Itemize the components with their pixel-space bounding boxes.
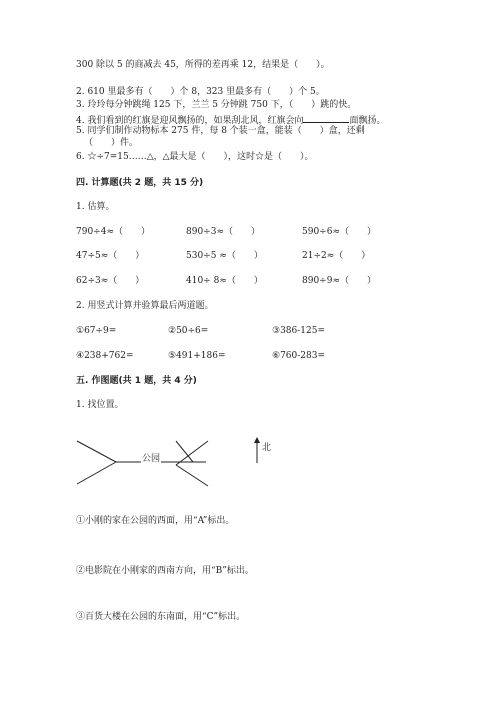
drawing-task: ②电影院在小刚家的西南方向，用“B”标出。	[76, 566, 254, 576]
map-road	[77, 441, 116, 462]
question-top: 300 除以 5 的商减去 45，所得的差再乘 12，结果是（ ）。	[76, 60, 330, 70]
vertical-calc-item: ⑤491+186=	[168, 351, 226, 361]
fill-question-5-cont: （ ）件。	[84, 138, 139, 148]
fill-question-2: 2. 610 里最多有（ ）个 8，323 里最多有（ ）个 5。	[76, 87, 325, 97]
vertical-calc-item: ⑥760-283=	[272, 351, 326, 361]
vertical-calc-prompt: 2. 用竖式计算并验算最后两道题。	[76, 301, 214, 311]
estimate-item: 590÷6≈（ ）	[302, 227, 376, 237]
estimate-item: 410÷ 8≈（ ）	[186, 276, 263, 286]
estimate-item: 530÷5 ≈（ ）	[186, 251, 263, 261]
position-prompt: 1. 找位置。	[76, 400, 124, 410]
drawing-task: ①小刚的家在公园的西面，用“A”标出。	[76, 516, 235, 526]
estimate-prompt: 1. 估算。	[76, 202, 115, 212]
north-arrow-head	[254, 437, 260, 443]
fill-question-3: 3. 玲玲每分钟跳绳 125 下，兰兰 5 分钟跳 750 下，（ ）跳的快。	[76, 100, 357, 110]
map-label-park: 公园	[142, 454, 161, 464]
estimate-item: 790÷4≈（ ）	[76, 227, 150, 237]
estimate-item: 21÷2≈（ ）	[302, 251, 371, 261]
fill-question-5: 5. 同学们制作动物标本 275 件，每 8 个装一盒，能装（ ）盒，还剩	[76, 126, 365, 136]
section-4-title: 四. 计算题(共 2 题，共 15 分)	[76, 178, 204, 188]
map-label-north: 北	[262, 443, 272, 453]
vertical-calc-item: ①67÷9=	[76, 326, 117, 336]
estimate-item: 890÷3≈（ ）	[186, 227, 260, 237]
estimate-item: 47÷5≈（ ）	[76, 251, 145, 261]
vertical-calc-item: ③386-125=	[272, 326, 326, 336]
map-road	[176, 465, 208, 486]
vertical-calc-item: ④238+762=	[76, 351, 134, 361]
vertical-calc-item: ②50÷6=	[168, 326, 209, 336]
drawing-task: ③百货大楼在公园的东南面，用“C”标出。	[76, 612, 246, 622]
fill-question-4-tail: 面飘扬。	[349, 116, 386, 126]
fill-question-6: 6. ☆÷7=15……△，△最大是（ ），这时☆是（ ）。	[76, 152, 314, 162]
map-road	[77, 462, 116, 484]
estimate-item: 890÷9≈（ ）	[302, 276, 376, 286]
section-5-title: 五. 作图题(共 1 题，共 4 分)	[76, 376, 197, 386]
estimate-item: 62÷3≈（ ）	[76, 276, 145, 286]
fill-question-4-text: 4. 我们看到的红旗是迎风飘扬的，如果刮北风，红旗会向	[76, 116, 304, 126]
